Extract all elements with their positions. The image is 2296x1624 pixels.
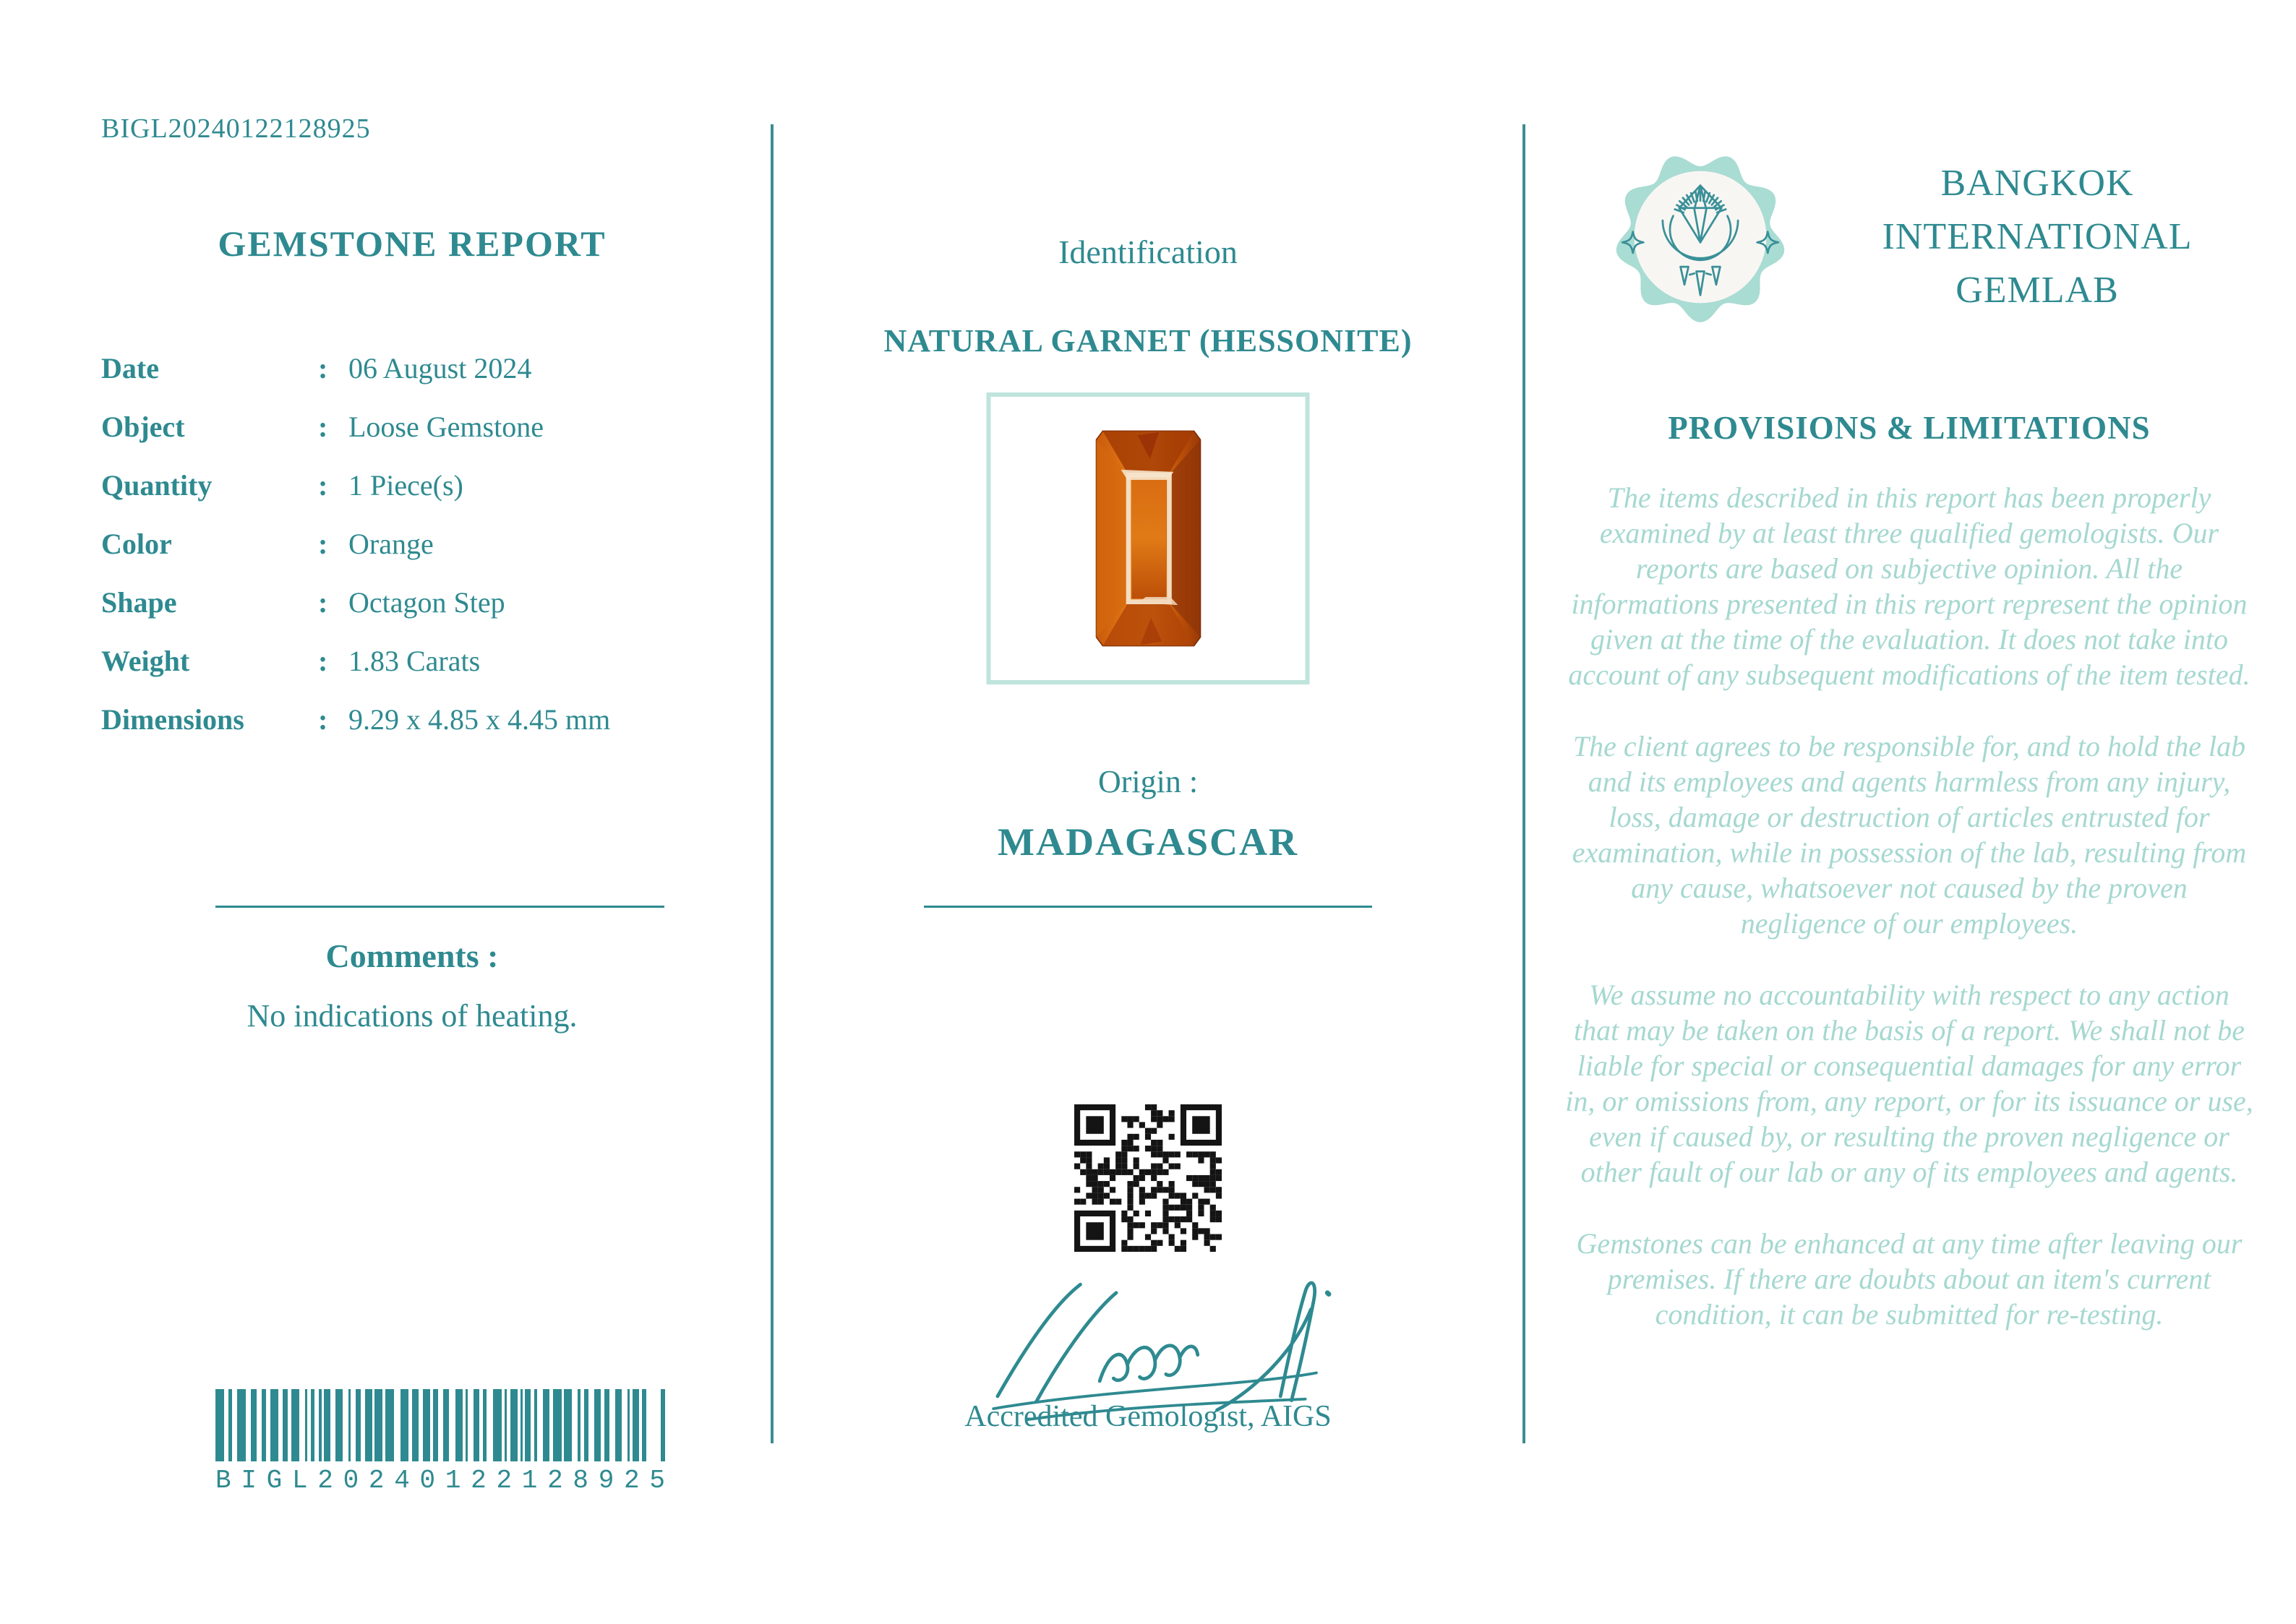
- comments-divider-rule: [215, 906, 664, 908]
- report-number: BIGL20240122128925: [101, 113, 371, 144]
- field-label: Date: [101, 352, 159, 384]
- lab-name-line: INTERNATIONAL: [1882, 216, 2193, 257]
- lab-name-line: GEMLAB: [1956, 270, 2119, 311]
- field-row-object: [101, 410, 723, 444]
- field-label: Shape: [101, 586, 177, 619]
- field-label: Quantity: [101, 469, 213, 502]
- field-label: Dimensions: [101, 703, 244, 736]
- field-value: Octagon Step: [348, 586, 505, 619]
- gemstone-photo: [1086, 426, 1210, 651]
- provisions-text: [1565, 480, 2253, 1368]
- field-value: 06 August 2024: [348, 352, 532, 384]
- lab-name-line: BANGKOK: [1940, 163, 2134, 204]
- field-row-color: [101, 527, 723, 562]
- field-row-shape: [101, 585, 723, 620]
- field-value: Orange: [348, 528, 434, 560]
- lab-header: [1608, 145, 2261, 330]
- field-value: 1 Piece(s): [348, 469, 463, 502]
- report-details-column: [101, 0, 723, 1624]
- field-row-quantity: [101, 468, 723, 503]
- field-row-weight: [101, 644, 723, 679]
- report-fields: [101, 351, 723, 761]
- report-title: GEMSTONE REPORT: [218, 223, 607, 264]
- provisions-paragraph: The client agrees to be responsible for, and to hold the lab and its employees and agents harmless from any injury, loss, damage or destruction of articles entrusted for examination, while in possession of the lab, resulting from any cause, whatsoever not caused by the proven negligence of our employees.: [1572, 730, 2247, 940]
- barcode-text: B I G L 2 0 2 4 0 1 2 2 1 2 8 9 2 5: [215, 1466, 665, 1495]
- field-colon: :: [318, 703, 328, 736]
- gemstone-photo-frame: [987, 392, 1310, 684]
- identification-column: [771, 0, 1525, 1624]
- field-colon: :: [318, 645, 328, 677]
- field-label: Object: [101, 411, 185, 443]
- origin-value: MADAGASCAR: [998, 820, 1298, 864]
- field-colon: :: [318, 528, 328, 560]
- provisions-paragraph: Gemstones can be enhanced at any time after leaving our premises. If there are doubts about an item's current condition, it can be submitted for re-testing.: [1576, 1227, 2243, 1331]
- field-value: 1.83 Carats: [348, 645, 481, 677]
- signer-title: Accredited Gemologist, AIGS: [964, 1400, 1332, 1433]
- field-colon: :: [318, 352, 328, 384]
- lab-logo-icon: [1608, 145, 1793, 330]
- origin-divider-rule: [924, 906, 1372, 908]
- provisions-paragraph: We assume no accountability with respect to any action that may be taken on the basis of a report. We shall not be liable for special or consequential damages for any error in, or omissions from, any report, or for its issuance or use, even if caused by, or resulting the proven negligence or other fault of our lab or any of its employees and agents.: [1565, 979, 2253, 1188]
- field-value: 9.29 x 4.85 x 4.45 mm: [348, 703, 611, 736]
- lab-name: [1813, 157, 2261, 317]
- origin-label: Origin :: [1097, 764, 1199, 799]
- field-label: Weight: [101, 645, 190, 677]
- comments-label: Comments :: [325, 937, 499, 974]
- field-colon: :: [318, 469, 328, 502]
- barcode: [215, 1389, 665, 1461]
- provisions-paragraph: The items described in this report has been properly examined by at least three qualified gemologists. Our reports are based on subjective opinion. All the informations presented in this report represent the opinion given at the time of the evaluation. It does not take into account of any subsequent modifications of the item tested.: [1568, 481, 2250, 691]
- provisions-heading: PROVISIONS & LIMITATIONS: [1668, 410, 2151, 446]
- field-label: Color: [101, 528, 172, 560]
- field-colon: :: [318, 586, 328, 619]
- comments-text: No indications of heating.: [247, 998, 578, 1034]
- lab-provisions-column: [1522, 0, 2296, 1624]
- field-colon: :: [318, 411, 328, 443]
- field-value: Loose Gemstone: [348, 411, 544, 443]
- identification-result: NATURAL GARNET (HESSONITE): [883, 323, 1413, 358]
- field-row-date: [101, 351, 723, 386]
- identification-heading: Identification: [1058, 233, 1238, 270]
- qr-code: [1074, 1104, 1222, 1252]
- field-row-dimensions: [101, 703, 723, 737]
